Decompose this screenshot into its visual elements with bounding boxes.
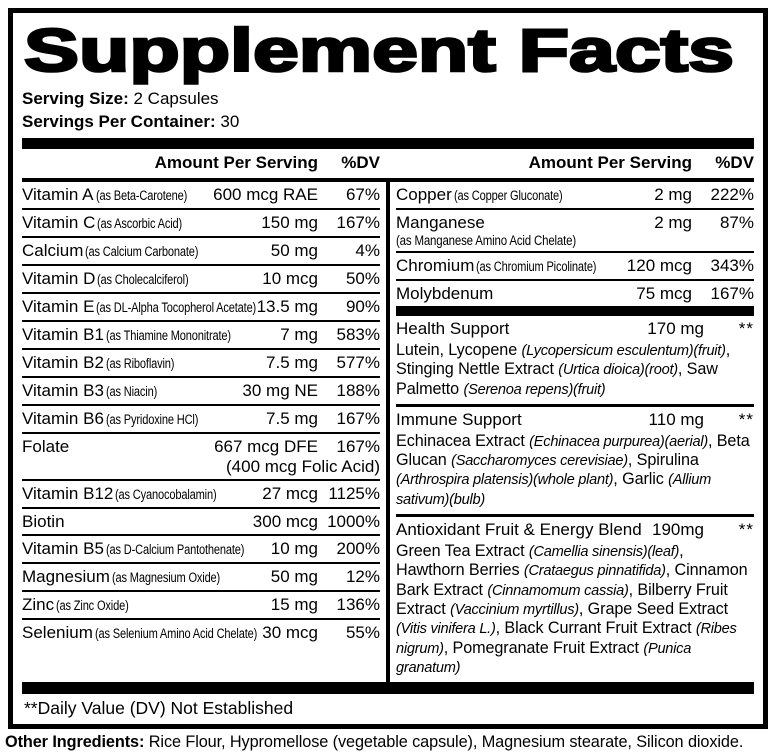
nutrient-name-cell xyxy=(22,325,280,346)
nutrient-form: (as DL-Alpha Tocopherol Acetate) xyxy=(96,300,257,315)
blend-amount: 170 mg xyxy=(647,319,704,338)
footnote-separator-bar xyxy=(22,682,754,694)
nutrient-name: Vitamin B2 xyxy=(22,353,104,372)
nutrient-row-vitamin-b2 xyxy=(22,350,380,378)
nutrient-columns xyxy=(22,182,754,682)
ingredient-text: , Saw Palmetto xyxy=(396,360,718,398)
nutrient-name: Vitamin B6 xyxy=(22,409,104,428)
nutrient-amount: 150 mg xyxy=(261,213,318,232)
ingredient-text: Green Tea Extract xyxy=(396,542,529,561)
nutrient-name: Vitamin C xyxy=(22,213,96,232)
nutrient-dv: 12% xyxy=(345,567,380,586)
other-ingredients-text: Rice Flour, Hypromellose (vegetable capsule), Magnesium stearate, Silicon dioxide. xyxy=(148,733,744,752)
nutrient-dv: 167% xyxy=(336,213,380,232)
daily-value-footnote: **Daily Value (DV) Not Established xyxy=(24,698,294,719)
nutrient-name-cell xyxy=(22,623,262,644)
blend-amount: 110 mg xyxy=(648,409,704,429)
serving-size-label: Serving Size: xyxy=(22,89,129,108)
nutrient-row-vitamin-b1 xyxy=(22,322,380,350)
nutrient-dv: 167% xyxy=(336,437,380,456)
nutrient-form-subline: (as Manganese Amino Acid Chelate) xyxy=(396,232,577,248)
latin-name: (Echinacea purpurea)(aerial) xyxy=(529,433,708,450)
nutrient-row-zinc xyxy=(22,592,380,620)
nutrient-name-cell xyxy=(396,185,654,206)
nutrient-amount: 27 mcg xyxy=(262,484,318,503)
nutrient-dv: 55% xyxy=(345,623,380,642)
servings-per-container-label: Servings Per Container: xyxy=(22,112,216,131)
nutrient-form: (as Riboflavin) xyxy=(105,356,175,371)
nutrient-name-cell xyxy=(396,213,654,233)
latin-name: (Urtica dioica)(root) xyxy=(558,362,678,379)
blend-dv: ** xyxy=(738,319,754,338)
ingredient-text: Echinacea Extract xyxy=(396,431,530,450)
blend-antioxidant-fruit-energy-blend xyxy=(396,517,754,682)
nutrient-amount: 7.5 mg xyxy=(266,353,318,372)
nutrient-amount: 667 mcg DFE xyxy=(214,437,318,456)
nutrient-dv: 87% xyxy=(719,213,754,232)
page-title: Supplement Facts xyxy=(24,21,734,84)
nutrient-amount: 7 mg xyxy=(280,325,318,344)
nutrient-amount: 10 mg xyxy=(270,539,318,558)
nutrient-name: Vitamin B3 xyxy=(22,381,104,400)
nutrient-form: (as Copper Gluconate) xyxy=(453,188,563,203)
nutrient-row-biotin xyxy=(22,509,380,536)
blend-ingredients xyxy=(396,542,754,677)
nutrient-form: (as Calcium Carbonate) xyxy=(85,244,199,259)
blend-health-support xyxy=(396,316,754,407)
minerals-blends-separator-bar xyxy=(396,306,754,316)
ingredient-text: , Hawthorn Berries xyxy=(396,542,684,580)
latin-name: (Vitis vinifera L.) xyxy=(396,621,496,638)
nutrient-name: Biotin xyxy=(22,512,65,531)
column-headers xyxy=(22,149,754,182)
blend-name: Antioxidant Fruit & Energy Blend xyxy=(396,520,642,540)
ingredient-text: Lutein, Lycopene xyxy=(396,341,522,359)
blend-dv: ** xyxy=(738,409,754,429)
latin-name: (Punica granatum) xyxy=(396,640,692,676)
nutrient-name-cell xyxy=(22,241,271,262)
amount-per-serving-header: Amount Per Serving xyxy=(154,153,318,172)
ingredient-text: , Cinnamon Bark Extract xyxy=(396,561,748,599)
blend-ingredients xyxy=(396,341,754,399)
nutrient-amount: 30 mg NE xyxy=(242,381,318,400)
nutrient-form: (as Chromium Picolinate) xyxy=(476,259,597,274)
nutrient-form: (as Magnesium Oxide) xyxy=(111,570,220,585)
blend-header xyxy=(396,319,754,339)
latin-name: (Allium sativum)(bulb) xyxy=(396,472,712,508)
nutrient-name-cell xyxy=(22,437,214,457)
nutrient-row-vitamin-b3 xyxy=(22,378,380,406)
nutrient-dv: 583% xyxy=(336,325,380,344)
panel-title-graphic xyxy=(22,21,738,85)
nutrient-form: (as Beta-Carotene) xyxy=(95,188,187,203)
nutrient-row-magnesium xyxy=(22,564,380,592)
nutrient-name-cell xyxy=(22,539,271,560)
nutrient-amount: 2 mg xyxy=(654,185,692,204)
nutrient-dv: 188% xyxy=(336,381,380,400)
nutrient-name: Manganese xyxy=(396,213,485,232)
nutrient-dv: 1125% xyxy=(328,484,380,503)
serving-size-value: 2 Capsules xyxy=(133,89,219,108)
blend-dv: ** xyxy=(738,520,754,540)
nutrient-form: (as Selenium Amino Acid Chelate) xyxy=(94,626,257,641)
latin-name: (Arthrospira platensis)(whole plant) xyxy=(396,472,614,489)
blend-ingredients xyxy=(396,432,754,509)
header-separator-bar xyxy=(22,138,754,149)
nutrient-row-selenium xyxy=(22,620,380,646)
nutrient-row-vitamin-e xyxy=(22,294,380,322)
serving-size-line xyxy=(22,87,754,110)
nutrient-amount: 50 mg xyxy=(270,567,318,586)
nutrient-name-cell xyxy=(22,512,253,532)
latin-name: (Cinnamomum cassia) xyxy=(487,582,629,599)
nutrient-dv: 167% xyxy=(710,284,754,303)
nutrient-amount: 30 mcg xyxy=(262,623,318,642)
nutrient-name-cell xyxy=(22,567,271,588)
nutrient-row-vitamin-b5 xyxy=(22,536,380,564)
nutrient-form: (as Ascorbic Acid) xyxy=(97,216,183,231)
servings-per-container-line xyxy=(22,110,754,133)
supplement-facts-panel xyxy=(8,8,768,729)
ingredient-text: , Stinging Nettle Extract xyxy=(396,341,731,379)
nutrient-dv: 1000% xyxy=(327,512,380,531)
nutrient-amount: 50 mg xyxy=(270,241,318,260)
percent-dv-header: %DV xyxy=(715,153,754,172)
nutrient-name: Vitamin A xyxy=(22,185,94,204)
nutrient-name: Selenium xyxy=(22,623,93,642)
left-column-header xyxy=(22,153,380,173)
percent-dv-header: %DV xyxy=(341,153,380,172)
blend-name: Immune Support xyxy=(396,409,522,429)
nutrient-name-cell xyxy=(22,381,242,402)
nutrient-row-molybdenum xyxy=(396,281,754,306)
nutrient-name-cell xyxy=(22,353,266,374)
nutrient-name: Molybdenum xyxy=(396,284,494,303)
nutrient-dv: 90% xyxy=(345,297,380,316)
nutrient-name-cell xyxy=(22,185,213,206)
nutrient-form: (as Zinc Oxide) xyxy=(56,598,129,613)
nutrient-dv: 136% xyxy=(336,595,380,614)
nutrient-name: Calcium xyxy=(22,241,84,260)
nutrient-name: Vitamin E xyxy=(22,297,95,316)
nutrient-form: (as Cyanocobalamin) xyxy=(115,487,217,502)
latin-name: (Saccharomyces cerevisiae) xyxy=(451,453,628,470)
latin-name: (Camellia sinensis)(leaf) xyxy=(528,544,680,561)
ingredient-text: , Spirulina xyxy=(627,451,699,470)
nutrient-name-cell xyxy=(22,595,271,616)
nutrient-name-cell xyxy=(22,269,262,290)
nutrient-amount: 2 mg xyxy=(654,213,692,232)
nutrient-form: (as Thiamine Mononitrate) xyxy=(105,328,231,343)
nutrient-form: (as Niacin) xyxy=(105,384,158,399)
nutrient-name: Zinc xyxy=(22,595,55,614)
nutrient-amount-line2: (400 mcg Folic Acid) xyxy=(226,456,380,476)
other-ingredients-label: Other Ingredients: xyxy=(5,733,145,752)
nutrient-form: (as D-Calcium Pantothenate) xyxy=(105,542,245,557)
nutrient-row-calcium xyxy=(22,238,380,266)
nutrient-name-cell xyxy=(22,213,261,234)
right-rows xyxy=(396,182,754,306)
nutrient-name-cell xyxy=(22,409,266,430)
nutrient-amount: 10 mcg xyxy=(262,269,318,288)
blend-header xyxy=(396,410,754,430)
nutrient-name: Copper xyxy=(396,185,452,204)
amount-per-serving-header: Amount Per Serving xyxy=(528,153,692,172)
latin-name: (Vaccinium myrtillus) xyxy=(450,601,579,618)
ingredient-text: , Pomegranate Fruit Extract xyxy=(443,638,644,657)
latin-name: (Ribes nigrum) xyxy=(396,621,737,657)
nutrient-dv: 343% xyxy=(710,256,754,275)
latin-name: (Crataegus pinnatifida) xyxy=(523,563,666,580)
nutrient-amount: 75 mcg xyxy=(636,284,692,303)
blend-header xyxy=(396,520,754,540)
blends xyxy=(396,316,754,682)
nutrient-name-cell xyxy=(22,297,257,318)
ingredient-text: , Grape Seed Extract xyxy=(578,599,729,618)
nutrient-name: Vitamin B1 xyxy=(22,325,104,344)
nutrient-name: Magnesium xyxy=(22,567,110,586)
nutrient-name: Folate xyxy=(22,437,70,456)
nutrient-dv: 167% xyxy=(336,409,380,428)
nutrient-dv: 222% xyxy=(710,185,754,204)
nutrient-amount: 600 mcg RAE xyxy=(213,185,318,204)
nutrient-name: Vitamin B5 xyxy=(22,539,104,558)
nutrient-amount: 120 mcg xyxy=(626,256,692,275)
ingredient-text: , Beta Glucan xyxy=(396,431,750,470)
nutrient-amount: 300 mcg xyxy=(252,512,318,531)
right-column-header xyxy=(396,153,754,173)
right-column xyxy=(396,182,754,682)
nutrient-name-cell xyxy=(396,256,627,277)
nutrient-dv: 50% xyxy=(345,269,380,288)
latin-name: (Serenoa repens)(fruit) xyxy=(463,381,606,398)
nutrient-amount: 15 mg xyxy=(270,595,318,614)
nutrient-row-vitamin-c xyxy=(22,210,380,238)
servings-per-container-value: 30 xyxy=(220,112,240,131)
nutrient-name: Vitamin B12 xyxy=(22,484,114,503)
nutrient-row-manganese xyxy=(396,210,754,253)
nutrient-name-cell xyxy=(22,484,262,505)
blend-immune-support xyxy=(396,407,754,517)
nutrient-name: Chromium xyxy=(396,256,475,275)
nutrient-dv: 577% xyxy=(336,353,380,372)
nutrient-row-vitamin-b12 xyxy=(22,481,380,509)
nutrient-amount: 13.5 mg xyxy=(256,297,318,316)
nutrient-dv: 200% xyxy=(336,539,380,558)
nutrient-row-vitamin-a xyxy=(22,182,380,210)
nutrient-form: (as Cholecalciferol) xyxy=(97,272,189,287)
panel-title-wrap xyxy=(22,21,754,85)
nutrient-dv: 4% xyxy=(355,241,380,260)
nutrient-row-vitamin-d xyxy=(22,266,380,294)
serving-info xyxy=(22,87,754,133)
other-ingredients-line xyxy=(5,733,773,752)
left-rows xyxy=(22,182,380,682)
nutrient-row-folate xyxy=(22,434,380,481)
latin-name: (Lycopersicum esculentum)(fruit) xyxy=(521,343,726,359)
blend-amount: 190mg xyxy=(652,520,704,540)
nutrient-row-chromium xyxy=(396,253,754,281)
nutrient-row-copper xyxy=(396,182,754,210)
nutrient-dv: 67% xyxy=(345,185,380,204)
blend-name: Health Support xyxy=(396,319,510,338)
nutrient-name: Vitamin D xyxy=(22,269,96,288)
nutrient-form: (as Pyridoxine HCl) xyxy=(105,412,199,427)
ingredient-text: , Bilberry Fruit Extract xyxy=(396,580,728,618)
ingredient-text: , Black Currant Fruit Extract xyxy=(495,619,696,638)
nutrient-row-vitamin-b6 xyxy=(22,406,380,434)
column-divider xyxy=(386,182,390,682)
ingredient-text: , Garlic xyxy=(613,470,669,489)
nutrient-name-cell xyxy=(396,284,636,304)
nutrient-amount: 7.5 mg xyxy=(266,409,318,428)
